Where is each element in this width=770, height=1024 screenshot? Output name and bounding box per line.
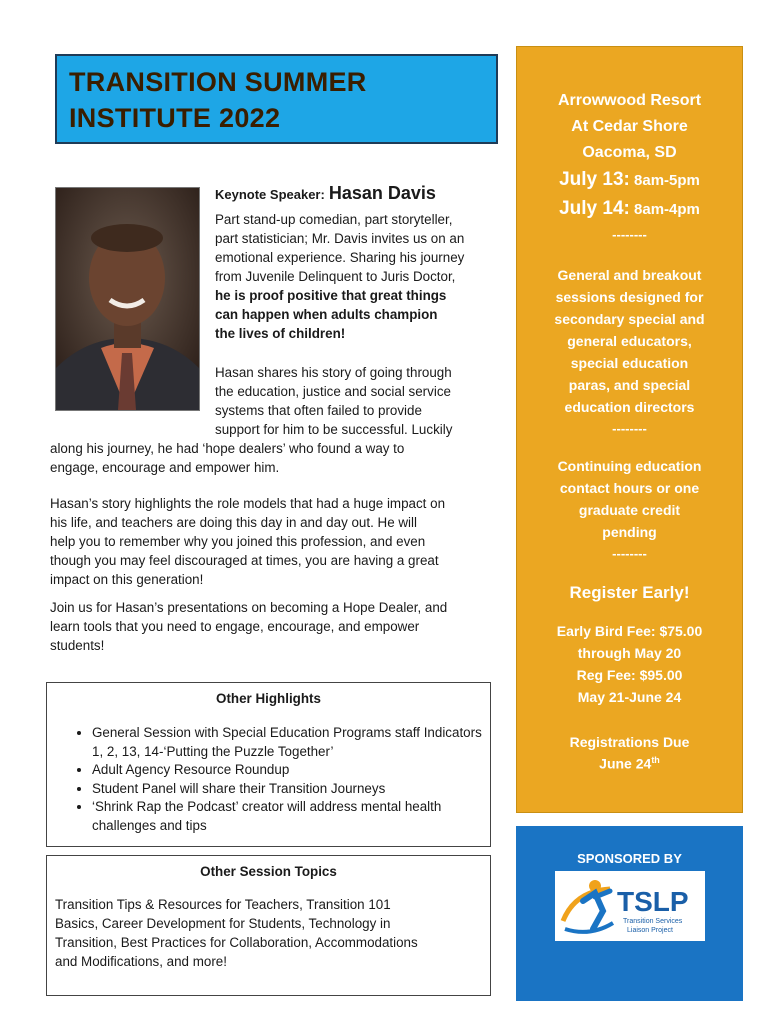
text-line: the education, justice and social service bbox=[215, 384, 451, 399]
separator: -------- bbox=[612, 421, 647, 436]
text-line: systems that often failed to provide bbox=[215, 403, 422, 418]
story-paragraph-top bbox=[215, 363, 452, 439]
highlights-title: Other Highlights bbox=[216, 691, 321, 706]
text-line: Basics, Career Development for Students, Technology in bbox=[55, 916, 391, 931]
story-paragraph-bottom bbox=[50, 439, 404, 477]
text-line: Hasan shares his story of going through bbox=[215, 365, 452, 380]
text-line: Transition, Best Practices for Collaboration, Accommodations bbox=[55, 935, 418, 950]
register-early: Register Early! bbox=[569, 583, 690, 602]
due-line bbox=[517, 755, 742, 772]
bold-line: the lives of children! bbox=[215, 326, 346, 341]
text-line: his life, and teachers are doing this day in and day out. He will bbox=[50, 515, 417, 530]
join-paragraph bbox=[50, 598, 447, 655]
speaker-photo bbox=[55, 187, 200, 411]
audience-line: education directors bbox=[564, 399, 695, 415]
audience-line: special education bbox=[570, 355, 689, 371]
ce-line: pending bbox=[602, 524, 657, 540]
text-line: Transition Tips & Resources for Teachers, Transition 101 bbox=[55, 897, 391, 912]
audience-line: secondary special and bbox=[554, 311, 705, 327]
text-line: Join us for Hasan’s presentations on becoming a Hope Dealer, and bbox=[50, 600, 448, 615]
speaker-name: Hasan Davis bbox=[328, 183, 436, 203]
due-date-suffix: th bbox=[651, 755, 660, 765]
text-line: engage, encourage and empower him. bbox=[50, 460, 280, 475]
rolemodels-paragraph bbox=[50, 494, 445, 589]
separator: -------- bbox=[612, 546, 647, 561]
text-line: part statistician; Mr. Davis invites us on an bbox=[215, 231, 465, 246]
event-sidebar bbox=[516, 46, 743, 813]
logo-text: TSLP bbox=[617, 886, 689, 917]
logo-subtext: Liaison Project bbox=[627, 927, 673, 934]
due-date: June 24 bbox=[599, 755, 652, 772]
ce-line: Continuing education bbox=[557, 458, 702, 474]
intro-paragraph bbox=[215, 210, 464, 343]
text-line: help you to remember why you joined this profession, and even bbox=[50, 534, 426, 549]
highlights-list bbox=[47, 724, 490, 835]
title-banner bbox=[55, 54, 498, 144]
highlights-box bbox=[46, 682, 491, 847]
separator: -------- bbox=[612, 227, 647, 242]
topics-title: Other Session Topics bbox=[200, 864, 337, 879]
text-line: though you may feel discouraged at times, you are having a great bbox=[50, 553, 439, 568]
list-item: • Adult Agency Resource Roundup bbox=[92, 761, 490, 780]
logo-subtext: Transition Services bbox=[623, 918, 683, 925]
title-line-1: TRANSITION SUMMER bbox=[69, 67, 367, 97]
title-line-2: INSTITUTE 2022 bbox=[69, 103, 281, 133]
bold-line: can happen when adults champion bbox=[215, 307, 438, 322]
audience-line: sessions designed for bbox=[555, 289, 704, 305]
text-line: impact on this generation! bbox=[50, 572, 204, 587]
date-line bbox=[517, 169, 742, 191]
text-line: support for him to be successful. Luckily bbox=[215, 422, 453, 437]
date-day: July 13: bbox=[559, 169, 630, 190]
ce-line: graduate credit bbox=[578, 502, 681, 518]
due-line: Registrations Due bbox=[569, 734, 690, 750]
list-item: • General Session with Special Education Programs staff Indicators 1, 2, 13, 14-‘Putting the Puzzle Together’ bbox=[92, 724, 490, 761]
audience-line: general educators, bbox=[567, 333, 692, 349]
venue-line: At Cedar Shore bbox=[571, 118, 688, 135]
keynote-heading bbox=[215, 183, 436, 204]
venue-line: Oacoma, SD bbox=[582, 144, 677, 161]
topics-text bbox=[55, 895, 490, 971]
fee-line: through May 20 bbox=[577, 645, 682, 661]
list-item: • ‘Shrink Rap the Podcast’ creator will address mental health challenges and tips bbox=[92, 798, 490, 835]
text-line: emotional experience. Sharing his journey bbox=[215, 250, 465, 265]
bold-line: he is proof positive that great things bbox=[215, 288, 447, 303]
audience-line: General and breakout bbox=[557, 267, 702, 283]
text-line: learn tools that you need to engage, encourage, and empower bbox=[50, 619, 420, 634]
list-item: • Student Panel will share their Transition Journeys bbox=[92, 780, 490, 799]
text-line: Hasan’s story highlights the role models that had a huge impact on bbox=[50, 496, 446, 511]
date-time: 8am-4pm bbox=[629, 201, 700, 218]
text-line: and Modifications, and more! bbox=[55, 954, 227, 969]
keynote-label: Keynote Speaker: bbox=[215, 187, 325, 202]
audience-line: paras, and special bbox=[568, 377, 691, 393]
ce-line: contact hours or one bbox=[559, 480, 700, 496]
text-line: Part stand-up comedian, part storyteller, bbox=[215, 212, 453, 227]
date-day: July 14: bbox=[559, 198, 630, 219]
venue-line: Arrowwood Resort bbox=[557, 92, 702, 109]
date-line bbox=[517, 198, 742, 220]
date-time: 8am-5pm bbox=[629, 172, 700, 189]
fee-line: May 21-June 24 bbox=[577, 689, 682, 705]
tslp-logo bbox=[555, 871, 705, 941]
fee-line: Early Bird Fee: $75.00 bbox=[556, 623, 703, 639]
text-line: along his journey, he had ‘hope dealers’ who found a way to bbox=[50, 441, 405, 456]
sponsor-label: SPONSORED BY bbox=[577, 851, 682, 866]
topics-box bbox=[46, 855, 491, 996]
text-line: from Juvenile Delinquent to Juris Doctor, bbox=[215, 269, 456, 284]
fee-line: Reg Fee: $95.00 bbox=[576, 667, 683, 683]
text-line: students! bbox=[50, 638, 105, 653]
